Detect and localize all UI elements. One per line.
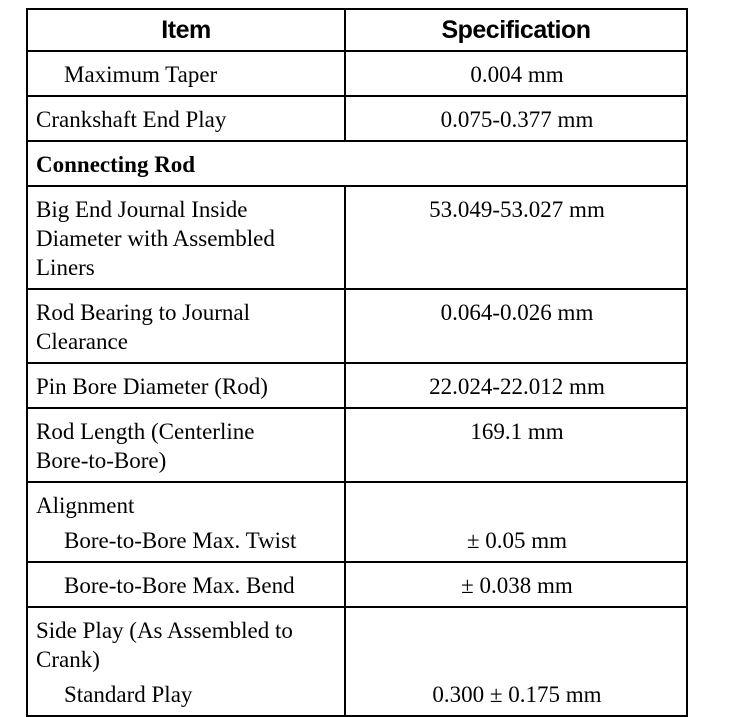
cell-item: [27, 408, 345, 482]
standard-play-value: 0.300 ± 0.175 mm: [432, 682, 602, 707]
item-label: [28, 409, 344, 481]
cell-spec: [345, 96, 687, 141]
spec-value: ± 0.038 mm: [461, 573, 573, 598]
cell-item: [27, 96, 345, 141]
cell-spec: [345, 363, 687, 408]
item-label-line: Clearance: [36, 329, 128, 354]
table-row-big-end-journal: [27, 186, 687, 289]
table-row-maximum-taper: [27, 51, 687, 96]
item-label-line: Diameter with Assembled: [36, 226, 275, 251]
spec-value: 0.004 mm: [470, 62, 564, 87]
item-label: [28, 187, 344, 288]
standard-play-label: Standard Play: [64, 682, 193, 707]
cell-spec: [345, 51, 687, 96]
table-row-bend: [27, 562, 687, 607]
cell-item: [27, 363, 345, 408]
item-label: Bore-to-Bore Max. Bend: [64, 573, 295, 598]
item-label: Crankshaft End Play: [36, 107, 227, 132]
table-row-rod-length: [27, 408, 687, 482]
cell-item: [27, 51, 345, 96]
spec-value: 0.075-0.377 mm: [440, 107, 594, 132]
item-label-line: Side Play (As Assembled to: [36, 618, 293, 643]
item-label-line: Big End Journal Inside: [36, 197, 248, 222]
item-label: Pin Bore Diameter (Rod): [36, 374, 268, 399]
item-label-line: Rod Length (Centerline: [36, 419, 255, 444]
item-label: Maximum Taper: [64, 62, 218, 87]
table-row-alignment-twist: [27, 482, 687, 562]
item-label: [28, 290, 344, 362]
cell-item: [27, 289, 345, 363]
table-row-section-connecting-rod: [27, 141, 687, 186]
spec-value: 22.024-22.012 mm: [429, 374, 605, 399]
header-item: Item: [27, 9, 345, 51]
item-label-line: Rod Bearing to Journal: [36, 300, 250, 325]
item-label: [28, 608, 344, 715]
cell-spec: [345, 289, 687, 363]
alignment-heading: Alignment: [36, 493, 135, 518]
specification-table: [26, 8, 688, 717]
section-heading: Connecting Rod: [36, 152, 196, 177]
spec-value: [346, 608, 686, 715]
table-row-rod-bearing-clearance: [27, 289, 687, 363]
section-cell: [27, 141, 687, 186]
spacer: [354, 491, 680, 520]
header-specification: Specification: [345, 9, 687, 51]
twist-value: ± 0.05 mm: [466, 528, 568, 553]
table-row-pin-bore-diameter: [27, 363, 687, 408]
spec-value: 169.1 mm: [470, 419, 564, 444]
cell-spec: [345, 482, 687, 562]
table-row-crankshaft-end-play: [27, 96, 687, 141]
spec-value: 0.064-0.026 mm: [440, 300, 594, 325]
spec-value: 53.049-53.027 mm: [429, 197, 605, 222]
cell-item: [27, 186, 345, 289]
cell-item: [27, 482, 345, 562]
item-label-line: Crank): [36, 647, 100, 672]
cell-spec: [345, 408, 687, 482]
cell-item: [27, 562, 345, 607]
cell-spec: [345, 186, 687, 289]
twist-label: Bore-to-Bore Max. Twist: [64, 528, 297, 553]
item-label: [28, 483, 344, 561]
item-label-line: Bore-to-Bore): [36, 448, 167, 473]
item-label-line: Liners: [36, 255, 95, 280]
cell-spec: [345, 562, 687, 607]
spec-value: [346, 483, 686, 561]
header-row: [27, 9, 687, 51]
spacer: [354, 616, 680, 674]
